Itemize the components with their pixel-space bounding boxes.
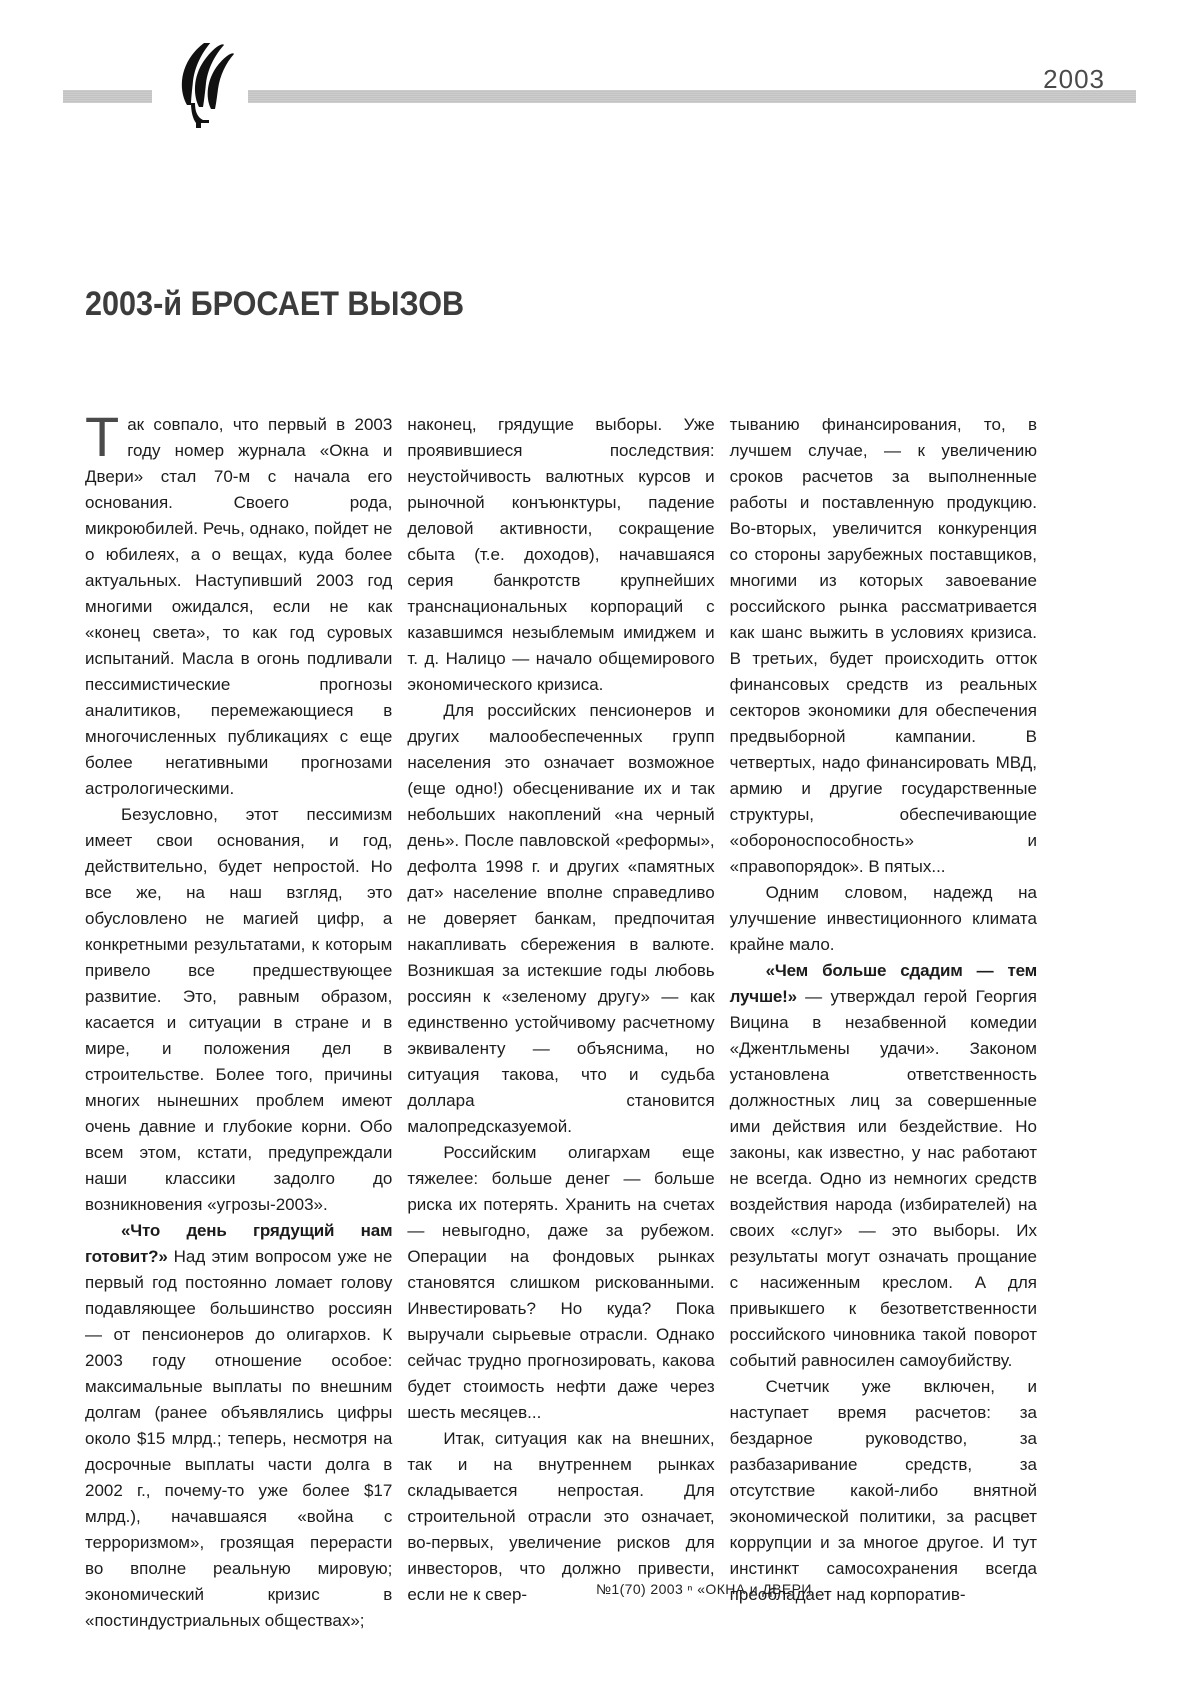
paragraph: Одним словом, надежд на улучшение инвестиционного климата крайне мало. (729, 883, 1037, 954)
article-title: 2003-й БРОСАЕТ ВЫЗОВ (85, 284, 465, 323)
paragraph: Безусловно, этот пессимизм имеет свои основания, и год, действительно, будет непростой. Но все же, на наш взгляд, это обусловлено не магией цифр, а конкретными результатами, к которым привело все предшествующее развитие. Это, равным образом, касается и ситуации в стране и в мире, и положения дел в строительстве. Более того, причины многих нынешних проблем имеют очень давние и глубокие корни. Обо всем этом, кстати, предупреждали наши классики задолго до возникновения «угрозы-2003». (85, 805, 393, 1214)
footer-issue-line: №1(70) 2003 ⁿ «ОКНА и ДВЕРИ (596, 1581, 812, 1597)
paragraph: наконец, грядущие выборы. Уже проявившиеся последствия: неустойчивость валютных курсов и рыночной конъюнктуры, падение деловой активности, сокращение сбыта (т.е. доходов), начавшаяся серия банкротств крупнейших транснациональных корпораций с казавшимся незыблемым имиджем и т. д. Налицо — начало общемирового экономического кризиса. (407, 415, 715, 694)
paragraph: тыванию финансирования, то, в лучшем случае, — к увеличению сроков расчетов за выполненные работы и поставленную продукцию. Во-вторых, увеличится конкуренция со стороны зарубежных поставщиков, многими из которых завоевание российского рынка рассматривается как шанс выжить в условиях кризиса. В третьих, будет происходить отток финансовых средств из реальных секторов экономики для обеспечения предвыборной кампании. В четвертых, надо финансировать МВД, армию и другие государственные структуры, обеспечивающие «обороноспособность» и «правопорядок». В пятых... (729, 415, 1037, 876)
paragraph: Так совпало, что первый в 2003 году номер журнала «Окна и Двери» стал 70-м с начала его основания. Своего рода, микроюбилей. Речь, однако, пойдет не о юбилеях, а о вещах, куда более актуальных. Наступивший 2003 год многими ожидался, если не как «конец света», то как год суровых испытаний. Масла в огонь подливали пессимистические прогнозы аналитиков, перемежающиеся в многочисленных публикациях с еще более негативными прогнозами астрологическими. (85, 405, 393, 798)
header-year: 2003 (1043, 64, 1105, 94)
text-column-3 (729, 412, 1037, 1604)
paragraph-bold-lead: «Что день грядущий нам готовит?» (85, 1221, 393, 1266)
drop-cap: Т (85, 405, 120, 468)
paragraph: Российским олигархам еще тяжелее: больше денег — больше риска их потерять. Хранить на счетах — невыгодно, даже за рубежом. Операции на фондовых рынках становятся слишком рискованными. Инвестировать? Но куда? Пока выручали сырьевые отрасли. Однако сейчас трудно прогнозировать, какова будет стоимость нефти даже через шесть месяцев... (407, 1143, 715, 1422)
paragraph: «Чем больше сдадим — тем лучше!» — утверждал герой Георгия Вицина в незабвенной комедии «Джентльмены удачи». Законом установлена ответственность должностных лиц за совершенные ими действия или бездействие. Но законы, как известно, у нас работают не всегда. Одно из немногих средств воздействия народа (избирателей) на своих «слуг» — это выборы. Их результаты могут означать прощание с насиженным креслом. А для привыкшего к безответственности российского чиновника такой поворот событий равносилен самоубийству. (729, 961, 1037, 1370)
paragraph-bold-lead: «Чем больше сдадим — тем лучше!» (729, 961, 1037, 1006)
paragraph: Итак, ситуация как на внешних, так и на внутреннем рынках складывается непростая. Для строительной отрасли это означает, во-первых, увеличение рисков для инвесторов, что должно привести, если не к свер- (407, 1429, 715, 1604)
paragraph: Счетчик уже включен, и наступает время расчетов: за бездарное руководство, за разбазаривание средств, за отсутствие какой-либо внятной экономической политики, за расцвет коррупции и за многое другое. И тут инстинкт самосохранения всегда преобладает над корпоратив- (729, 1377, 1037, 1604)
text-column-1 (85, 405, 393, 1630)
paragraph: Для российских пенсионеров и других малообеспеченных групп населения это означает возможное (еще одно!) обесценивание их и так небольших накоплений «на черный день». После павловской «реформы», дефолта 1998 г. и других «памятных дат» население вполне справедливо не доверяет банкам, предпочитая накапливать сбережения в валюте. Возникшая за истекшие годы любовь россиян к «зеленому другу» — как единственно устойчивому расчетному эквиваленту — объяснима, но ситуация такова, что и судьба доллара становится малопредсказуемой. (407, 701, 715, 1136)
paragraph: «Что день грядущий нам готовит?» Над этим вопросом уже не первый год постоянно ломает голову подавляющее большинство россиян — от пенсионеров до олигархов. К 2003 году отношение особое: максимальные выплаты по внешним долгам (ранее объявлялись цифры около $15 млрд.; теперь, несмотря на досрочные выплаты части долга в 2002 г., почему-то уже более $17 млрд.), начавшаяся «война с терроризмом», грозящая перерасти во вполне реальную мировую; экономический кризис в «постиндустриальных обществах»; (85, 1221, 393, 1630)
